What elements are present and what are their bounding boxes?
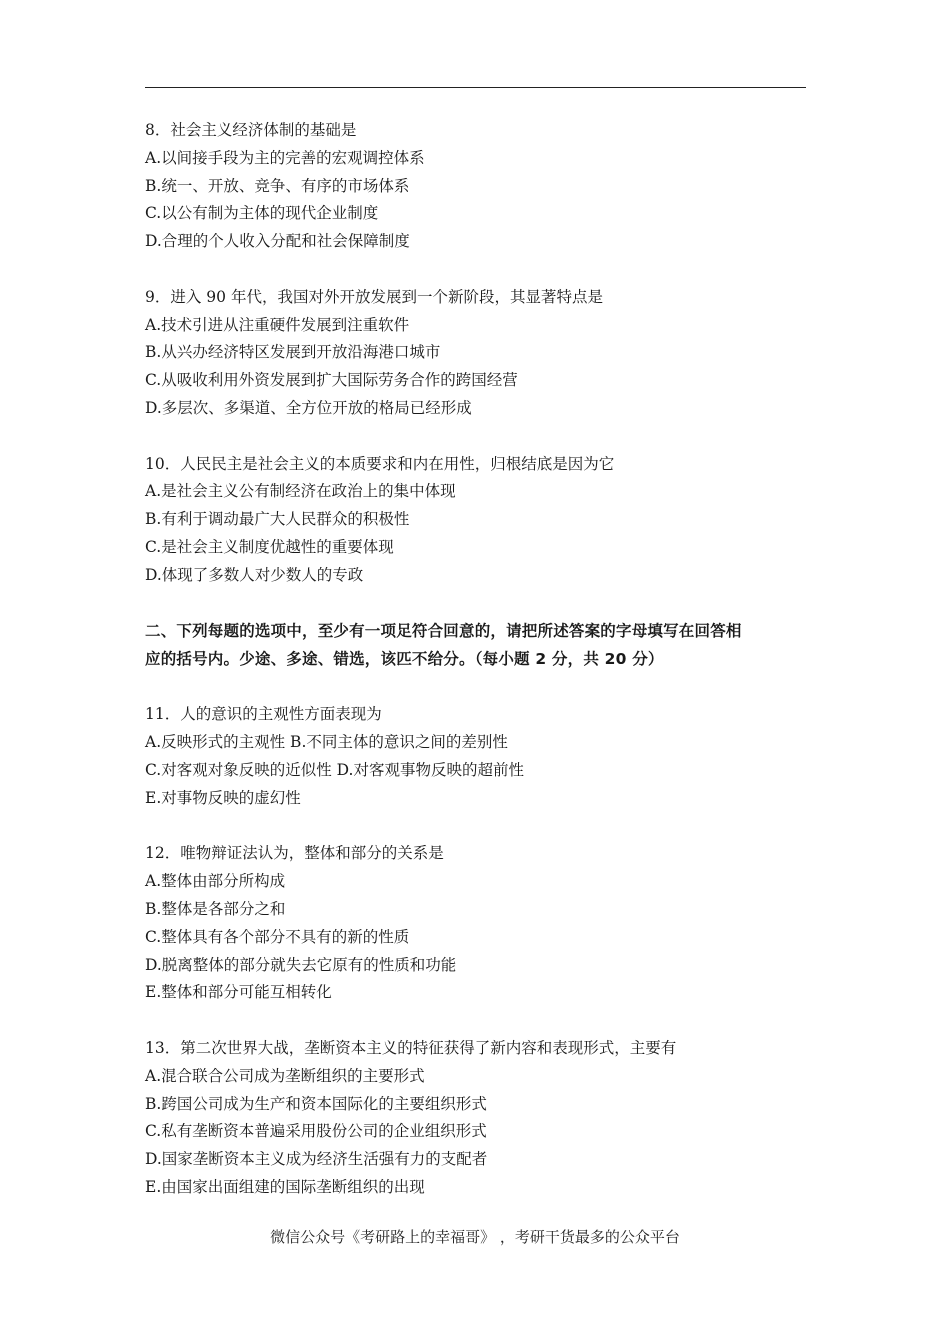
option-c: C.从吸收利用外资发展到扩大国际劳务合作的跨国经营 <box>145 371 518 390</box>
option-d: D.合理的个人收入分配和社会保障制度 <box>145 232 410 251</box>
option-a: A.技术引进从注重硬件发展到注重软件 <box>145 315 410 334</box>
option-d: D.国家垄断资本主义成为经济生活强有力的支配者 <box>145 1150 488 1169</box>
option-d: D.脱离整体的部分就失去它原有的性质和功能 <box>145 955 457 974</box>
section-heading-line-2: 应的括号内。少途、多途、错选，该匹不给分。（每小题 2 分，共 20 分） <box>145 650 664 669</box>
question-stem: 13．第二次世界大战，垄断资本主义的特征获得了新内容和表现形式，主要有 <box>145 1038 677 1057</box>
question-8 <box>145 117 810 256</box>
option-b: B.统一、开放、竞争、有序的市场体系 <box>145 176 410 195</box>
option-d: D.多层次、多渠道、全方位开放的格局已经形成 <box>145 398 472 417</box>
option-b: B.从兴办经济特区发展到开放沿海港口城市 <box>145 343 441 362</box>
page-footer: 微信公众号《考研路上的幸福哥》 ，考研干货最多的公众平台 <box>270 1228 680 1246</box>
option-c: C.是社会主义制度优越性的重要体现 <box>145 537 394 556</box>
option-b: B.跨国公司成为生产和资本国际化的主要组织形式 <box>145 1094 487 1113</box>
question-stem: 8．社会主义经济体制的基础是 <box>145 121 357 139</box>
section-2-instructions <box>145 617 810 673</box>
option-c: C.整体具有各个部分不具有的新的性质 <box>145 927 410 946</box>
question-9 <box>145 284 810 423</box>
option-a: A.混合联合公司成为垄断组织的主要形式 <box>145 1066 425 1085</box>
option-cd: C.对客观对象反映的近似性 D.对客观事物反映的超前性 <box>145 760 524 779</box>
option-a: A.以间接手段为主的完善的宏观调控体系 <box>145 148 425 167</box>
header-rule <box>145 87 806 88</box>
option-c: C.私有垄断资本普遍采用股份公司的企业组织形式 <box>145 1122 487 1141</box>
question-12 <box>145 840 810 1007</box>
question-13 <box>145 1035 810 1202</box>
option-b: B.有利于调动最广大人民群众的积极性 <box>145 510 410 529</box>
question-stem: 10．人民民主是社会主义的本质要求和内在用性，归根结底是因为它 <box>145 454 615 473</box>
option-e: E.由国家出面组建的国际垄断组织的出现 <box>145 1177 425 1196</box>
page-content <box>145 117 810 1229</box>
option-e: E.整体和部分可能互相转化 <box>145 983 332 1002</box>
option-e: E.对事物反映的虚幻性 <box>145 788 301 807</box>
question-10 <box>145 451 810 590</box>
option-ab: A.反映形式的主观性 B.不同主体的意识之间的差别性 <box>145 733 508 752</box>
option-a: A.整体由部分所构成 <box>145 872 286 891</box>
option-c: C.以公有制为主体的现代企业制度 <box>145 204 379 223</box>
section-heading-line-1: 二、下列每题的选项中，至少有一项足符合回意的，请把所述答案的字母填写在回答相 <box>145 622 742 641</box>
option-b: B.整体是各部分之和 <box>145 899 286 918</box>
question-stem: 12．唯物辩证法认为，整体和部分的关系是 <box>145 844 444 863</box>
question-stem: 11．人的意识的主观性方面表现为 <box>145 705 382 724</box>
option-d: D.体现了多数人对少数人的专政 <box>145 565 364 584</box>
option-a: A.是社会主义公有制经济在政治上的集中体现 <box>145 482 456 501</box>
question-11 <box>145 701 810 812</box>
question-stem: 9．进入 90 年代，我国对外开放发展到一个新阶段，其显著特点是 <box>145 287 603 306</box>
